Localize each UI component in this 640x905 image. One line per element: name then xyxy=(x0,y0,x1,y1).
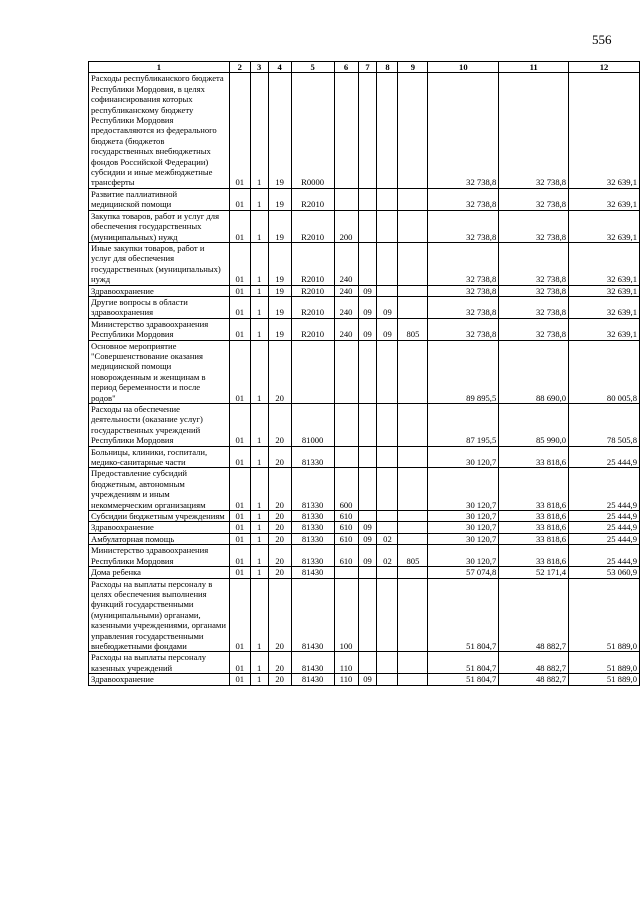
row-value-cell: 32 639,1 xyxy=(569,210,640,242)
row-value-cell: 81330 xyxy=(291,468,334,511)
row-value-cell: 32 738,8 xyxy=(499,73,569,188)
row-value-cell xyxy=(358,188,377,210)
row-value-cell: 81000 xyxy=(291,404,334,447)
row-value-cell xyxy=(398,188,428,210)
row-value-cell: 81430 xyxy=(291,674,334,685)
row-value-cell xyxy=(358,446,377,468)
row-value-cell xyxy=(358,242,377,285)
row-value-cell: 01 xyxy=(229,340,250,403)
row-value-cell xyxy=(334,567,358,578)
row-value-cell: 32 738,8 xyxy=(428,285,499,296)
row-value-cell xyxy=(291,340,334,403)
table-header-row xyxy=(89,62,640,73)
row-value-cell: 51 804,7 xyxy=(428,674,499,685)
row-value-cell: 240 xyxy=(334,285,358,296)
row-value-cell xyxy=(377,522,398,533)
table-row xyxy=(89,285,640,296)
row-value-cell: 09 xyxy=(377,318,398,340)
row-value-cell: 52 171,4 xyxy=(499,567,569,578)
row-value-cell: 200 xyxy=(334,210,358,242)
row-name-cell: Закупка товаров, работ и услуг для обеспечения государственных (муниципальных) нужд xyxy=(89,210,230,242)
table-row xyxy=(89,446,640,468)
row-value-cell: 51 889,0 xyxy=(569,674,640,685)
row-value-cell: 20 xyxy=(268,404,291,447)
row-value-cell: 02 xyxy=(377,533,398,544)
row-value-cell: 81330 xyxy=(291,533,334,544)
row-value-cell: R2010 xyxy=(291,188,334,210)
row-value-cell: 01 xyxy=(229,285,250,296)
column-header: 8 xyxy=(377,62,398,73)
row-value-cell xyxy=(358,404,377,447)
row-name-cell: Здравоохранение xyxy=(89,522,230,533)
row-value-cell: 51 889,0 xyxy=(569,652,640,674)
table-row xyxy=(89,522,640,533)
row-value-cell: 240 xyxy=(334,318,358,340)
table-row xyxy=(89,652,640,674)
row-value-cell: 78 505,8 xyxy=(569,404,640,447)
row-value-cell: 1 xyxy=(250,511,268,522)
row-value-cell: R2010 xyxy=(291,210,334,242)
row-value-cell: 20 xyxy=(268,652,291,674)
row-value-cell: R2010 xyxy=(291,285,334,296)
row-value-cell: 01 xyxy=(229,446,250,468)
row-value-cell: 80 005,8 xyxy=(569,340,640,403)
table-row xyxy=(89,511,640,522)
row-value-cell: 19 xyxy=(268,242,291,285)
table-row xyxy=(89,404,640,447)
row-value-cell xyxy=(398,404,428,447)
row-value-cell: 20 xyxy=(268,674,291,685)
row-value-cell xyxy=(377,652,398,674)
row-value-cell: 01 xyxy=(229,210,250,242)
row-value-cell: 85 990,0 xyxy=(499,404,569,447)
column-header: 3 xyxy=(250,62,268,73)
row-name-cell: Субсидии бюджетным учреждениям xyxy=(89,511,230,522)
row-value-cell xyxy=(377,285,398,296)
row-value-cell: 110 xyxy=(334,674,358,685)
row-value-cell: 1 xyxy=(250,522,268,533)
row-value-cell: 51 804,7 xyxy=(428,652,499,674)
row-value-cell: 19 xyxy=(268,210,291,242)
row-value-cell: 1 xyxy=(250,446,268,468)
row-value-cell: 32 738,8 xyxy=(428,73,499,188)
row-value-cell xyxy=(334,188,358,210)
row-value-cell xyxy=(377,73,398,188)
row-value-cell: 1 xyxy=(250,404,268,447)
row-value-cell xyxy=(358,73,377,188)
row-value-cell: 53 060,9 xyxy=(569,567,640,578)
row-value-cell xyxy=(358,652,377,674)
row-value-cell: 600 xyxy=(334,468,358,511)
row-name-cell: Расходы на выплаты персоналу казенных учреждений xyxy=(89,652,230,674)
row-value-cell: 32 639,1 xyxy=(569,296,640,318)
row-value-cell: 32 639,1 xyxy=(569,242,640,285)
row-name-cell: Иные закупки товаров, работ и услуг для обеспечения государственных (муниципальных) нужд xyxy=(89,242,230,285)
row-value-cell: 240 xyxy=(334,296,358,318)
row-value-cell xyxy=(398,242,428,285)
row-value-cell: 19 xyxy=(268,188,291,210)
row-value-cell: 32 738,8 xyxy=(499,188,569,210)
row-value-cell xyxy=(358,340,377,403)
row-value-cell xyxy=(398,296,428,318)
table-row xyxy=(89,210,640,242)
row-value-cell: 81430 xyxy=(291,567,334,578)
row-name-cell: Министерство здравоохранения Республики Мордовия xyxy=(89,545,230,567)
row-value-cell: 30 120,7 xyxy=(428,468,499,511)
table-row xyxy=(89,296,640,318)
row-value-cell: 51 889,0 xyxy=(569,578,640,652)
row-value-cell xyxy=(398,652,428,674)
row-name-cell: Другие вопросы в области здравоохранения xyxy=(89,296,230,318)
row-value-cell: 30 120,7 xyxy=(428,533,499,544)
row-value-cell: 09 xyxy=(358,674,377,685)
row-value-cell: 1 xyxy=(250,188,268,210)
row-value-cell xyxy=(334,340,358,403)
row-value-cell xyxy=(358,210,377,242)
row-value-cell: 32 738,8 xyxy=(499,242,569,285)
row-value-cell: 30 120,7 xyxy=(428,522,499,533)
row-value-cell: 610 xyxy=(334,522,358,533)
row-value-cell: 1 xyxy=(250,296,268,318)
row-value-cell: 19 xyxy=(268,318,291,340)
row-value-cell: 32 639,1 xyxy=(569,285,640,296)
row-value-cell: 1 xyxy=(250,242,268,285)
row-value-cell: 32 738,8 xyxy=(428,318,499,340)
table-row xyxy=(89,567,640,578)
column-header: 6 xyxy=(334,62,358,73)
row-value-cell: 09 xyxy=(358,318,377,340)
row-value-cell xyxy=(358,578,377,652)
row-value-cell: 09 xyxy=(358,522,377,533)
row-value-cell: 88 690,0 xyxy=(499,340,569,403)
table-row xyxy=(89,468,640,511)
row-name-cell: Расходы на обеспечение деятельности (оказание услуг) государственных учреждений Республики Мордовия xyxy=(89,404,230,447)
row-value-cell xyxy=(377,242,398,285)
row-value-cell xyxy=(377,340,398,403)
row-value-cell: 57 074,8 xyxy=(428,567,499,578)
row-value-cell: 01 xyxy=(229,511,250,522)
column-header: 5 xyxy=(291,62,334,73)
row-value-cell xyxy=(377,674,398,685)
row-name-cell: Больницы, клиники, госпитали, медико-санитарные части xyxy=(89,446,230,468)
row-value-cell: 33 818,6 xyxy=(499,511,569,522)
row-value-cell xyxy=(377,210,398,242)
row-value-cell: 32 738,8 xyxy=(499,318,569,340)
row-value-cell xyxy=(358,511,377,522)
column-header: 9 xyxy=(398,62,428,73)
row-name-cell: Расходы на выплаты персоналу в целях обеспечения выполнения функций государственными (муниципальными) органами, казенными учреждениями, органами управления государственными внебюджетными фондами xyxy=(89,578,230,652)
row-value-cell: 32 738,8 xyxy=(428,296,499,318)
row-value-cell: 19 xyxy=(268,296,291,318)
row-value-cell: 20 xyxy=(268,522,291,533)
table-row xyxy=(89,188,640,210)
row-value-cell: R2010 xyxy=(291,318,334,340)
row-value-cell: 1 xyxy=(250,545,268,567)
row-value-cell xyxy=(398,674,428,685)
row-value-cell: 09 xyxy=(377,296,398,318)
row-value-cell: 1 xyxy=(250,674,268,685)
row-value-cell: 19 xyxy=(268,285,291,296)
row-value-cell: 32 738,8 xyxy=(499,296,569,318)
row-value-cell xyxy=(358,567,377,578)
row-value-cell: 25 444,9 xyxy=(569,468,640,511)
row-value-cell: 33 818,6 xyxy=(499,468,569,511)
row-value-cell: 20 xyxy=(268,533,291,544)
row-value-cell: 32 639,1 xyxy=(569,318,640,340)
table-row xyxy=(89,73,640,188)
column-header: 12 xyxy=(569,62,640,73)
row-value-cell xyxy=(377,511,398,522)
row-value-cell: R0000 xyxy=(291,73,334,188)
row-value-cell: 25 444,9 xyxy=(569,545,640,567)
row-value-cell: 1 xyxy=(250,285,268,296)
row-value-cell: 81330 xyxy=(291,545,334,567)
table-row xyxy=(89,545,640,567)
table-row xyxy=(89,578,640,652)
row-name-cell: Министерство здравоохранения Республики Мордовия xyxy=(89,318,230,340)
row-value-cell: 19 xyxy=(268,73,291,188)
row-value-cell: R2010 xyxy=(291,296,334,318)
row-value-cell xyxy=(334,446,358,468)
row-value-cell: 01 xyxy=(229,674,250,685)
row-value-cell: 1 xyxy=(250,533,268,544)
row-name-cell: Развитие паллиативной медицинской помощи xyxy=(89,188,230,210)
row-value-cell: 30 120,7 xyxy=(428,545,499,567)
table-row xyxy=(89,674,640,685)
row-value-cell: 1 xyxy=(250,318,268,340)
row-name-cell: Предоставление субсидий бюджетным, автономным учреждениям и иным некоммерческим организациям xyxy=(89,468,230,511)
column-header: 1 xyxy=(89,62,230,73)
row-value-cell xyxy=(398,210,428,242)
row-value-cell: 32 738,8 xyxy=(499,285,569,296)
row-value-cell: 01 xyxy=(229,578,250,652)
row-value-cell: 25 444,9 xyxy=(569,511,640,522)
row-value-cell: 20 xyxy=(268,340,291,403)
row-value-cell: 1 xyxy=(250,468,268,511)
row-value-cell: 20 xyxy=(268,545,291,567)
row-value-cell: 01 xyxy=(229,188,250,210)
row-value-cell: 25 444,9 xyxy=(569,522,640,533)
row-value-cell xyxy=(334,404,358,447)
row-value-cell: 09 xyxy=(358,545,377,567)
row-value-cell xyxy=(398,468,428,511)
row-value-cell: R2010 xyxy=(291,242,334,285)
row-value-cell: 610 xyxy=(334,511,358,522)
row-value-cell: 1 xyxy=(250,652,268,674)
row-value-cell: 805 xyxy=(398,318,428,340)
row-value-cell: 20 xyxy=(268,446,291,468)
row-value-cell xyxy=(398,567,428,578)
row-value-cell: 20 xyxy=(268,567,291,578)
row-value-cell: 32 639,1 xyxy=(569,73,640,188)
column-header: 4 xyxy=(268,62,291,73)
table-row xyxy=(89,340,640,403)
row-value-cell: 110 xyxy=(334,652,358,674)
row-value-cell: 25 444,9 xyxy=(569,446,640,468)
row-value-cell xyxy=(398,446,428,468)
row-value-cell: 30 120,7 xyxy=(428,446,499,468)
row-value-cell: 89 895,5 xyxy=(428,340,499,403)
row-value-cell: 01 xyxy=(229,545,250,567)
column-header: 2 xyxy=(229,62,250,73)
row-value-cell: 01 xyxy=(229,522,250,533)
row-value-cell: 02 xyxy=(377,545,398,567)
row-value-cell xyxy=(334,73,358,188)
row-value-cell: 610 xyxy=(334,545,358,567)
row-value-cell: 87 195,5 xyxy=(428,404,499,447)
row-value-cell xyxy=(377,446,398,468)
row-value-cell: 100 xyxy=(334,578,358,652)
column-header: 7 xyxy=(358,62,377,73)
row-value-cell: 48 882,7 xyxy=(499,674,569,685)
row-value-cell: 20 xyxy=(268,578,291,652)
row-value-cell: 01 xyxy=(229,533,250,544)
table-row xyxy=(89,533,640,544)
row-value-cell xyxy=(398,511,428,522)
row-value-cell: 33 818,6 xyxy=(499,446,569,468)
row-value-cell xyxy=(377,468,398,511)
row-value-cell: 09 xyxy=(358,533,377,544)
row-value-cell xyxy=(377,404,398,447)
row-value-cell: 25 444,9 xyxy=(569,533,640,544)
row-value-cell: 01 xyxy=(229,652,250,674)
page-number: 556 xyxy=(592,32,612,47)
row-value-cell: 01 xyxy=(229,73,250,188)
row-value-cell xyxy=(377,567,398,578)
row-name-cell: Здравоохранение xyxy=(89,285,230,296)
row-value-cell: 48 882,7 xyxy=(499,652,569,674)
row-value-cell: 48 882,7 xyxy=(499,578,569,652)
row-value-cell: 1 xyxy=(250,73,268,188)
row-value-cell xyxy=(398,533,428,544)
row-value-cell: 1 xyxy=(250,578,268,652)
row-value-cell xyxy=(398,522,428,533)
row-name-cell: Расходы республиканского бюджета Республики Мордовия, в целях софинансирования которых республиканскому бюджету Республики Мордовия предоставляются из федерального бюджета (бюджетов государственных внебюджетных фондов Российской Федерации) субсидии и иные межбюджетные трансферты xyxy=(89,73,230,188)
row-value-cell: 33 818,6 xyxy=(499,533,569,544)
row-value-cell: 1 xyxy=(250,210,268,242)
row-value-cell: 32 738,8 xyxy=(428,210,499,242)
row-value-cell: 01 xyxy=(229,468,250,511)
row-value-cell xyxy=(358,468,377,511)
row-name-cell: Основное мероприятие "Совершенствование оказания медицинской помощи новорожденным и женщинам в период беременности и после родов" xyxy=(89,340,230,403)
row-value-cell: 81430 xyxy=(291,652,334,674)
row-value-cell: 33 818,6 xyxy=(499,522,569,533)
row-value-cell: 20 xyxy=(268,511,291,522)
row-value-cell: 01 xyxy=(229,404,250,447)
table-row xyxy=(89,318,640,340)
row-value-cell: 09 xyxy=(358,285,377,296)
row-value-cell: 805 xyxy=(398,545,428,567)
row-value-cell xyxy=(398,285,428,296)
row-value-cell: 01 xyxy=(229,242,250,285)
row-value-cell: 32 738,8 xyxy=(499,210,569,242)
row-value-cell: 81330 xyxy=(291,511,334,522)
row-value-cell: 32 738,8 xyxy=(428,188,499,210)
row-value-cell: 1 xyxy=(250,567,268,578)
row-value-cell: 1 xyxy=(250,340,268,403)
row-value-cell: 09 xyxy=(358,296,377,318)
row-value-cell: 30 120,7 xyxy=(428,511,499,522)
row-value-cell: 81430 xyxy=(291,578,334,652)
row-value-cell: 20 xyxy=(268,468,291,511)
budget-table xyxy=(88,61,640,686)
row-value-cell: 01 xyxy=(229,296,250,318)
row-value-cell: 51 804,7 xyxy=(428,578,499,652)
column-header: 10 xyxy=(428,62,499,73)
row-value-cell xyxy=(398,73,428,188)
row-value-cell xyxy=(398,578,428,652)
row-value-cell: 32 738,8 xyxy=(428,242,499,285)
row-value-cell: 01 xyxy=(229,318,250,340)
table-row xyxy=(89,242,640,285)
row-value-cell xyxy=(398,340,428,403)
row-name-cell: Амбулаторная помощь xyxy=(89,533,230,544)
row-value-cell: 81330 xyxy=(291,446,334,468)
row-name-cell: Дома ребенка xyxy=(89,567,230,578)
row-value-cell: 01 xyxy=(229,567,250,578)
row-value-cell: 240 xyxy=(334,242,358,285)
row-value-cell: 610 xyxy=(334,533,358,544)
row-value-cell: 81330 xyxy=(291,522,334,533)
row-name-cell: Здравоохранение xyxy=(89,674,230,685)
row-value-cell: 32 639,1 xyxy=(569,188,640,210)
row-value-cell: 33 818,6 xyxy=(499,545,569,567)
column-header: 11 xyxy=(499,62,569,73)
row-value-cell xyxy=(377,578,398,652)
row-value-cell xyxy=(377,188,398,210)
